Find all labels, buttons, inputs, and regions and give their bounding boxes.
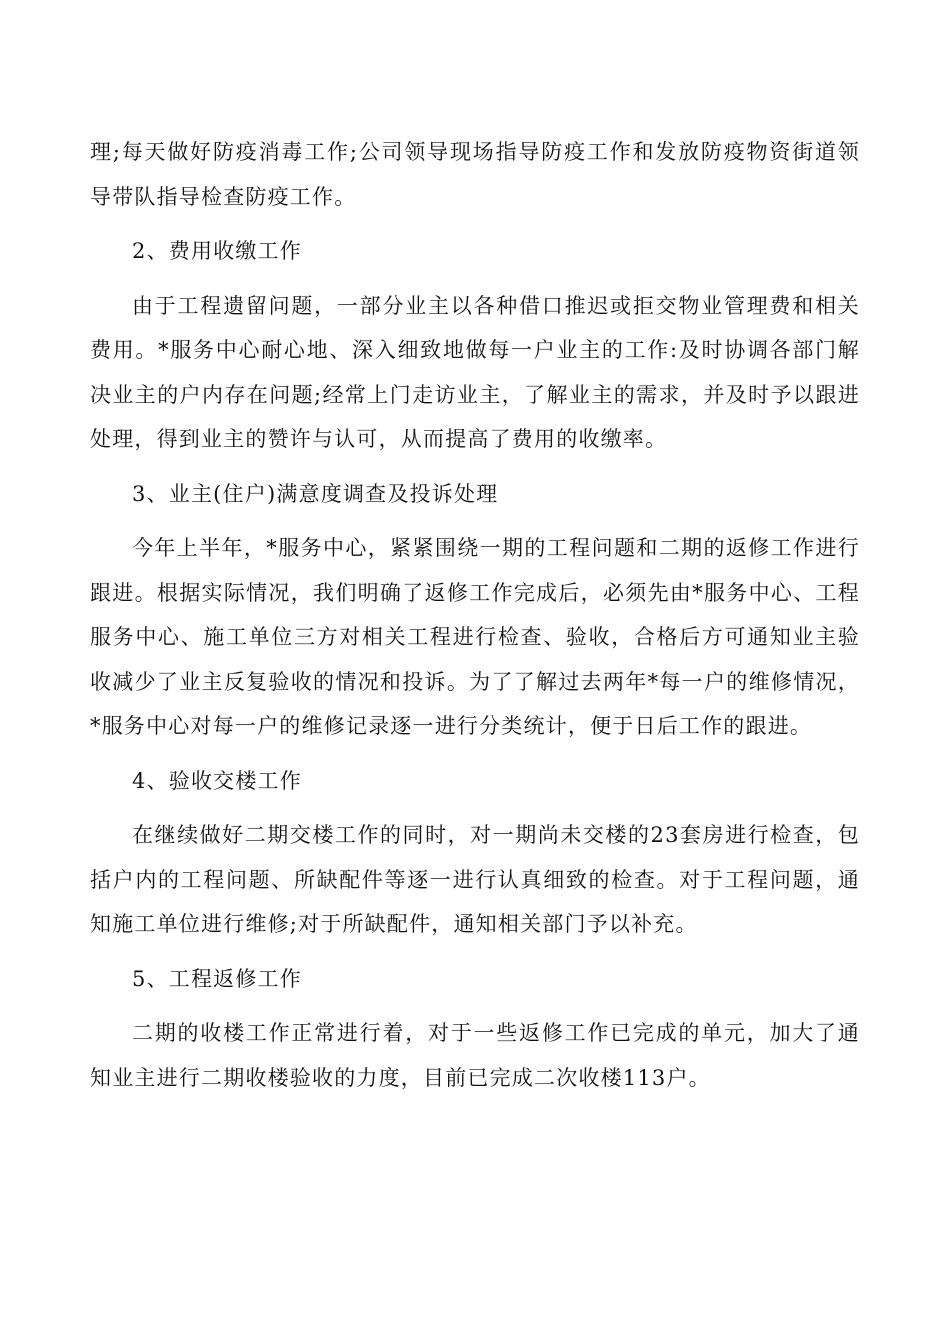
- document-body: [90, 130, 860, 1100]
- paragraph-satisfaction-survey: 今年上半年，*服务中心，紧紧围绕一期的工程问题和二期的返修工作进行跟进。根据实际情况，我们明确了返修工作完成后，必须先由*服务中心、工程服务中心、施工单位三方对相关工程进行检查、验收，合格后方可通知业主验收减少了业主反复验收的情况和投诉。为了了解过去两年*每一户的维修情况，*服务中心对每一户的维修记录逐一进行分类统计，便于日后工作的跟进。: [90, 536, 860, 738]
- paragraph-repair-work: 二期的收楼工作正常进行着，对于一些返修工作已完成的单元，加大了通知业主进行二期收楼验收的力度，目前已完成二次收楼113户。: [90, 1021, 860, 1090]
- section-heading-satisfaction-survey: 3、业主(住户)满意度调查及投诉处理: [132, 481, 499, 506]
- paragraph-handover-acceptance: 在继续做好二期交楼工作的同时，对一期尚未交楼的23套房进行检查，包括户内的工程问题、所缺配件等逐一进行认真细致的检查。对于工程问题，通知施工单位进行维修;对于所缺配件，通知相关部门予以补充。: [90, 823, 860, 936]
- section-heading-fee-collection: 2、费用收缴工作: [132, 239, 302, 263]
- paragraph-continued: 理;每天做好防疫消毒工作;公司领导现场指导防疫工作和发放防疫物资街道领导带队指导检查防疫工作。: [90, 140, 860, 209]
- section-heading-handover-acceptance: 4、验收交楼工作: [132, 768, 302, 793]
- section-heading-repair-work: 5、工程返修工作: [132, 966, 302, 991]
- paragraph-fee-collection: 由于工程遗留问题，一部分业主以各种借口推迟或拒交物业管理费和相关费用。*服务中心耐心地、深入细致地做每一户业主的工作:及时协调各部门解决业主的户内存在问题;经常上门走访业主，了解业主的需求，并及时予以跟进处理，得到业主的赞许与认可，从而提高了费用的收缴率。: [90, 293, 860, 451]
